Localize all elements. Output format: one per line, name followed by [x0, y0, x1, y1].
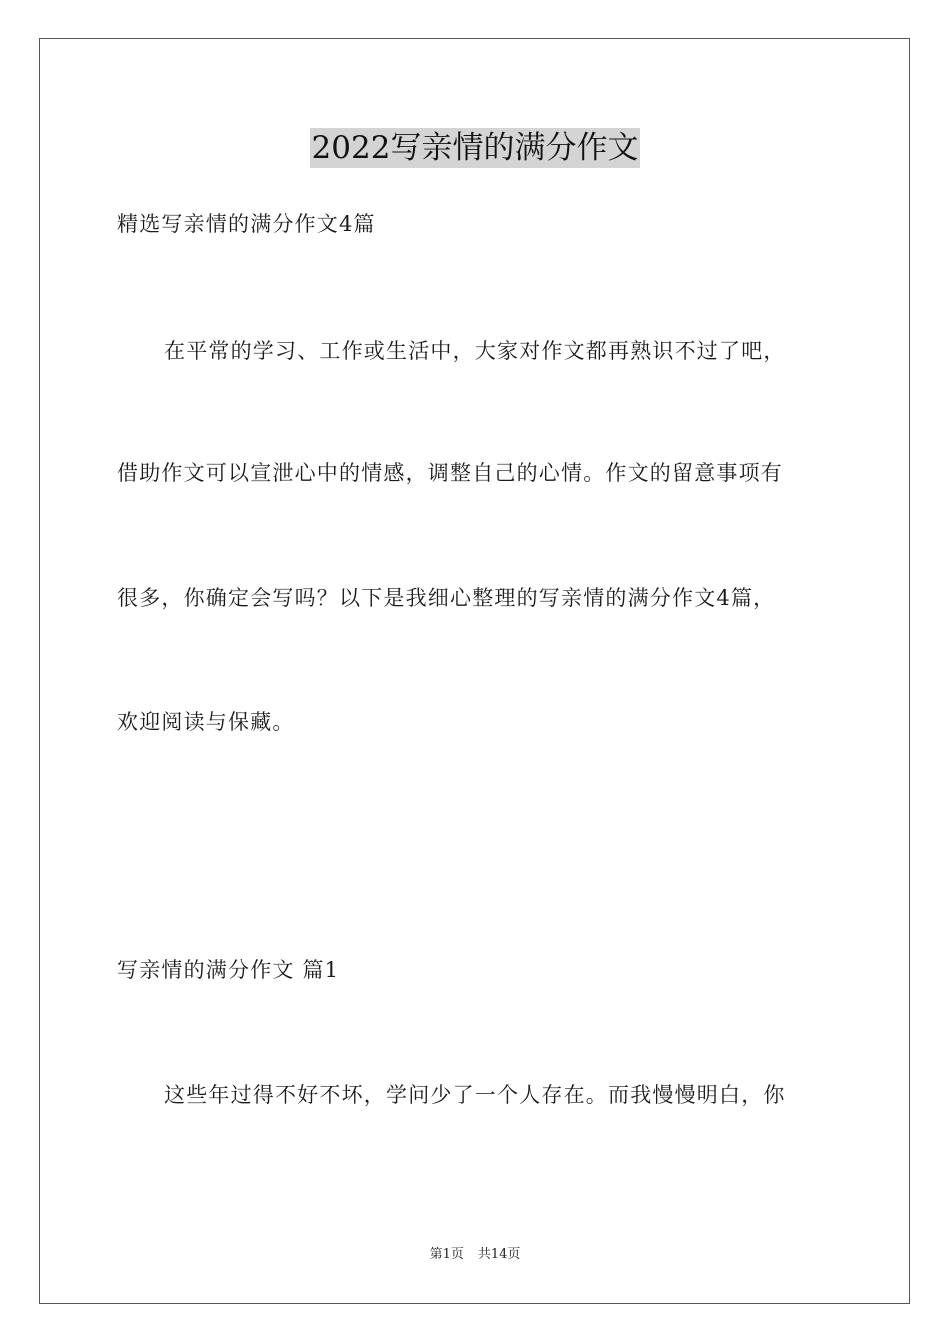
- section-heading: 写亲情的满分作文 篇1: [117, 958, 340, 982]
- page-total: 共14页: [477, 1247, 521, 1262]
- document-subtitle: 精选写亲情的满分作文4篇: [117, 212, 376, 236]
- title-container: [0, 128, 950, 168]
- intro-line-4: 欢迎阅读与保藏。: [117, 710, 295, 734]
- page-number: 第1页: [429, 1247, 464, 1262]
- intro-line-1: 在平常的学习、工作或生活中，大家对作文都再熟识不过了吧，: [164, 339, 786, 363]
- section-line-1: 这些年过得不好不坏，学问少了一个人存在。而我慢慢明白，你: [164, 1083, 786, 1107]
- intro-line-2: 借助作文可以宣泄心中的情感，调整自己的心情。作文的留意事项有: [117, 461, 783, 485]
- intro-line-3: 很多，你确定会写吗？以下是我细心整理的写亲情的满分作文4篇，: [117, 586, 776, 610]
- page-footer: [0, 1246, 950, 1264]
- document-title: 2022写亲情的满分作文: [311, 130, 639, 166]
